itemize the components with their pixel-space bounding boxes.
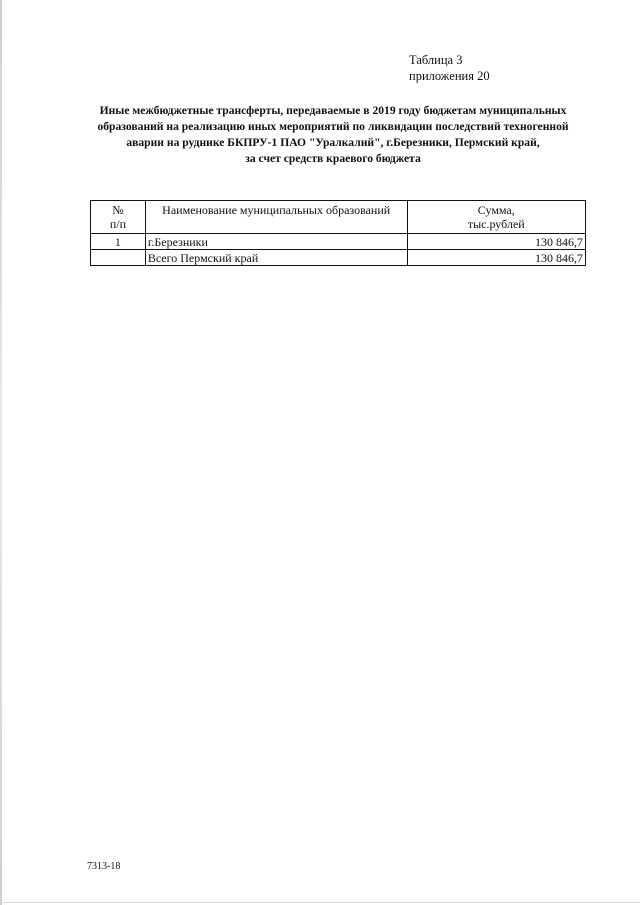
scan-left-edge [0, 0, 2, 905]
document-title [80, 103, 586, 167]
transfers-table [90, 200, 586, 266]
table-reference [409, 52, 490, 84]
row-sum: 130 846,7 [407, 250, 585, 266]
row-number: 1 [91, 234, 146, 250]
header-name [145, 201, 407, 234]
header-number-symbol: № [112, 203, 124, 217]
row-name: Всего Пермский край [145, 250, 407, 266]
header-number-label: п/п [109, 217, 126, 231]
table-header-row [91, 201, 586, 234]
row-number [91, 250, 146, 266]
table-row [91, 234, 586, 250]
header-name-label: Наименование муниципальных образований [162, 203, 391, 217]
title-line-3: аварии на руднике БКПРУ-1 ПАО "Уралкалий", г.Березники, Пермский край, [126, 136, 540, 149]
title-line-4: за счет средств краевого бюджета [245, 152, 421, 165]
row-name: г.Березники [145, 234, 407, 250]
reference-appendix: приложения 20 [409, 69, 490, 83]
title-line-1: Иные межбюджетные трансферты, передаваемые в 2019 году бюджетам муниципальных [99, 104, 567, 117]
header-number [91, 201, 146, 234]
header-sum-label: Сумма, [477, 203, 515, 217]
table-row-total [91, 250, 586, 266]
scan-bottom-edge [0, 902, 640, 903]
title-line-2: образований на реализацию иных мероприятий по ликвидации последствий техногенной [97, 120, 569, 133]
document-code: 7313-18 [87, 861, 121, 872]
reference-table-number: Таблица 3 [409, 53, 463, 67]
header-sum [407, 201, 585, 234]
header-sum-unit: тыс.рублей [467, 217, 525, 231]
row-sum: 130 846,7 [407, 234, 585, 250]
